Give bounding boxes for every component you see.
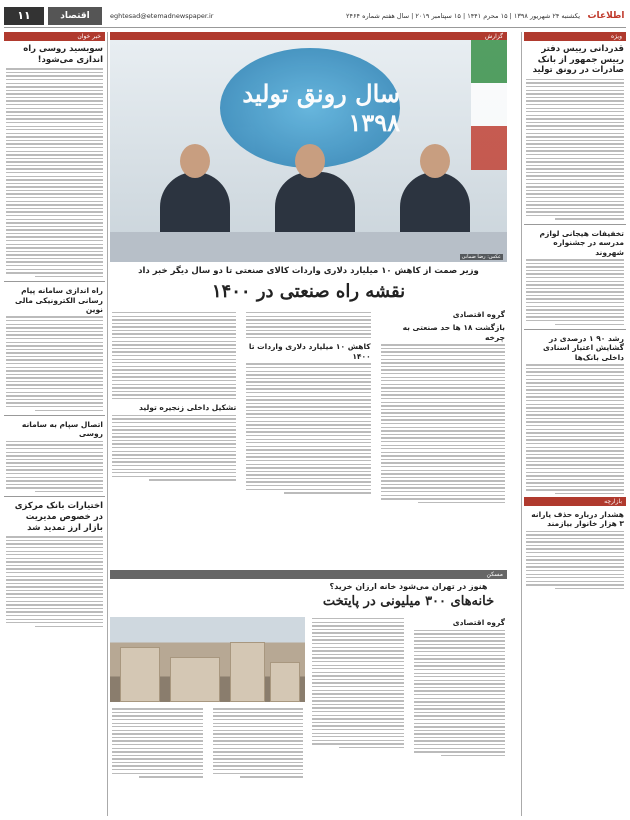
right-bottom-tag: بازارچه	[524, 497, 626, 506]
iran-flag	[471, 40, 507, 170]
left-story-3-title[interactable]: اتصال سپام به سامانه روسی	[21, 419, 103, 439]
right-story-1-body	[526, 79, 624, 220]
housing-body-right	[310, 614, 507, 814]
housing-body-left	[110, 706, 305, 816]
lead-subtitle: وزیر صمت از کاهش ۱۰ میلیارد دلاری واردات کالای صنعتی تا دو سال دیگر خبر داد	[138, 266, 479, 276]
left-story-3-body	[6, 441, 103, 492]
page-number: ۱۱	[4, 7, 44, 25]
main-tag-bar: گزارش	[110, 32, 507, 40]
right-story-1-title[interactable]: قدردانی رییس دفتر رییس جمهور از بانک صادرات در رونق تولید	[532, 44, 624, 76]
right-story-3-body	[526, 364, 624, 494]
lead-body	[110, 306, 507, 568]
housing-tag-bar: مسکن	[110, 570, 507, 579]
housing-title[interactable]: خانه‌های ۳۰۰ میلیونی در پایتخت	[322, 594, 495, 609]
right-column	[524, 32, 626, 816]
left-story-4-title[interactable]: اختیارات بانک مرکزی در خصوص مدیریت بازار ارز تمدید شد	[14, 501, 103, 533]
right-story-4-title[interactable]: هشدار درباره حذف یارانه ۳ هزار خانوار بیازمند	[531, 509, 624, 528]
housing-photo	[110, 617, 305, 702]
lead-photo	[110, 40, 507, 262]
lead-sub-head-3: تشکیل داخلی زنجیره تولید	[139, 403, 237, 413]
housing-subtitle: هنوز در تهران می‌شود خانه ارزان خرید؟	[329, 582, 488, 591]
left-story-2-body	[6, 316, 103, 410]
left-column-tag: خبر خوان	[4, 32, 105, 41]
lead-sub-head-1: بازگشت ۱۸ ها حد صنعتی به چرخه	[402, 323, 505, 342]
right-story-2-body	[526, 259, 624, 325]
page-header	[4, 4, 626, 28]
conference-desk	[110, 232, 507, 262]
section-email[interactable]: eghtesad@etemadnewspaper.ir	[110, 11, 214, 20]
section-label: اقتصاد	[48, 7, 102, 25]
right-story-4-body	[526, 531, 624, 590]
lead-sub-head-2: کاهش ۱۰ میلیارد دلاری واردات تا ۱۴۰۰	[248, 342, 371, 361]
right-story-2-title[interactable]: تخفیفات هیجانی لوازم مدرسه در جشنواره شهروند	[539, 228, 624, 257]
newspaper-logo: اطلاعات	[587, 10, 625, 21]
issue-date-line: یکشنبه ۲۴ شهریور ۱۳۹۸ | ۱۵ محرم ۱۴۴۱ | ۱۵ سپتامبر ۲۰۱۹ | سال هفتم شماره ۲۴۶۴	[346, 11, 580, 20]
left-story-1-title[interactable]: سوبسید روسی راه اندازی می‌شود!	[23, 44, 103, 65]
left-story-1-body	[6, 68, 103, 277]
right-story-3-title[interactable]: رشد ۹۰ ۱ درصدی در گشایش اعتبار اسنادی داخلی بانک‌ها	[543, 333, 624, 362]
left-column	[4, 32, 105, 816]
photo-credit: عکس: رضا ضمانی	[461, 254, 501, 260]
lead-col-head: گروه اقتصادی	[452, 310, 505, 319]
left-story-4-body	[6, 536, 103, 627]
lead-title[interactable]: نقشه راه صنعتی در ۱۴۰۰	[211, 281, 406, 302]
production-year-banner: سال رونق تولید ۱۳۹۸	[220, 48, 400, 168]
housing-col-head: گروه اقتصادی	[452, 618, 505, 627]
right-column-tag: ویژه	[524, 32, 626, 41]
left-story-2-title[interactable]: راه اندازی سامانه پیام رسانی الکترونیکی مالی نوین	[15, 286, 103, 314]
